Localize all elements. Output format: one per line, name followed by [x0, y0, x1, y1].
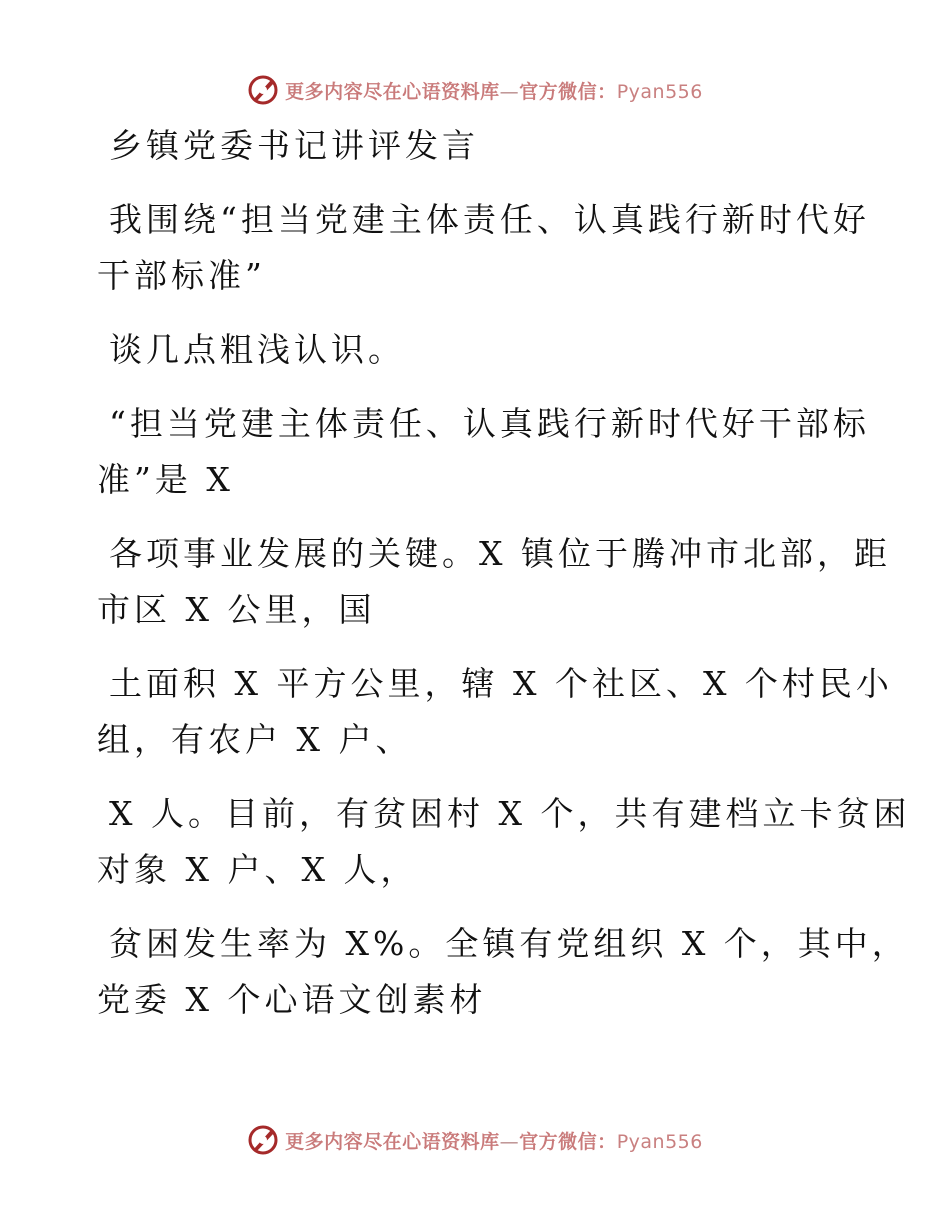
paragraph-line: 土面积 X 平方公里，辖 X 个社区、X 个村民小 [109, 664, 893, 703]
paragraph-line: 对象 X 户、X 人， [97, 850, 418, 889]
quill-logo-icon [247, 1124, 279, 1156]
watermark-dash: — [499, 80, 520, 103]
paragraph-line: 各项事业发展的关键。X 镇位于腾冲市北部，距 [109, 534, 891, 573]
header-watermark [0, 70, 950, 110]
watermark-text [285, 1127, 703, 1154]
paragraph-line: 干部标准” [97, 256, 266, 295]
paragraph-line: “担当党建主体责任、认真践行新时代好干部标 [109, 404, 870, 443]
watermark-main: 更多内容尽在心语资料库 [285, 1130, 500, 1153]
watermark-dash: — [499, 1130, 520, 1153]
paragraph-line: 组，有农户 X 户、 [97, 720, 413, 759]
paragraph-line: X 人。目前，有贫困村 X 个，共有建档立卡贫困 [109, 794, 911, 833]
paragraph-line: 谈几点粗浅认识。 [109, 330, 405, 369]
paragraph-line: 党委 X 个心语文创素材 [97, 980, 487, 1019]
quill-logo-icon [247, 74, 279, 106]
document-title: 乡镇党委书记讲评发言 [109, 126, 479, 165]
document-body [97, 118, 911, 1028]
watermark-text [285, 77, 703, 104]
paragraph-line: 准”是 X [97, 460, 234, 499]
paragraph-line: 贫困发生率为 X%。全镇有党组织 X 个，其中， [109, 924, 909, 963]
paragraph-line: 我围绕“担当党建主体责任、认真践行新时代好 [109, 200, 870, 239]
paragraph-line: 市区 X 公里，国 [97, 590, 376, 629]
watermark-official: 官方微信： [519, 80, 617, 103]
footer-watermark [0, 1120, 950, 1160]
watermark-wechat-id: Pyan556 [616, 80, 703, 103]
watermark-main: 更多内容尽在心语资料库 [285, 80, 500, 103]
watermark-wechat-id: Pyan556 [616, 1130, 703, 1153]
watermark-official: 官方微信： [519, 1130, 617, 1153]
